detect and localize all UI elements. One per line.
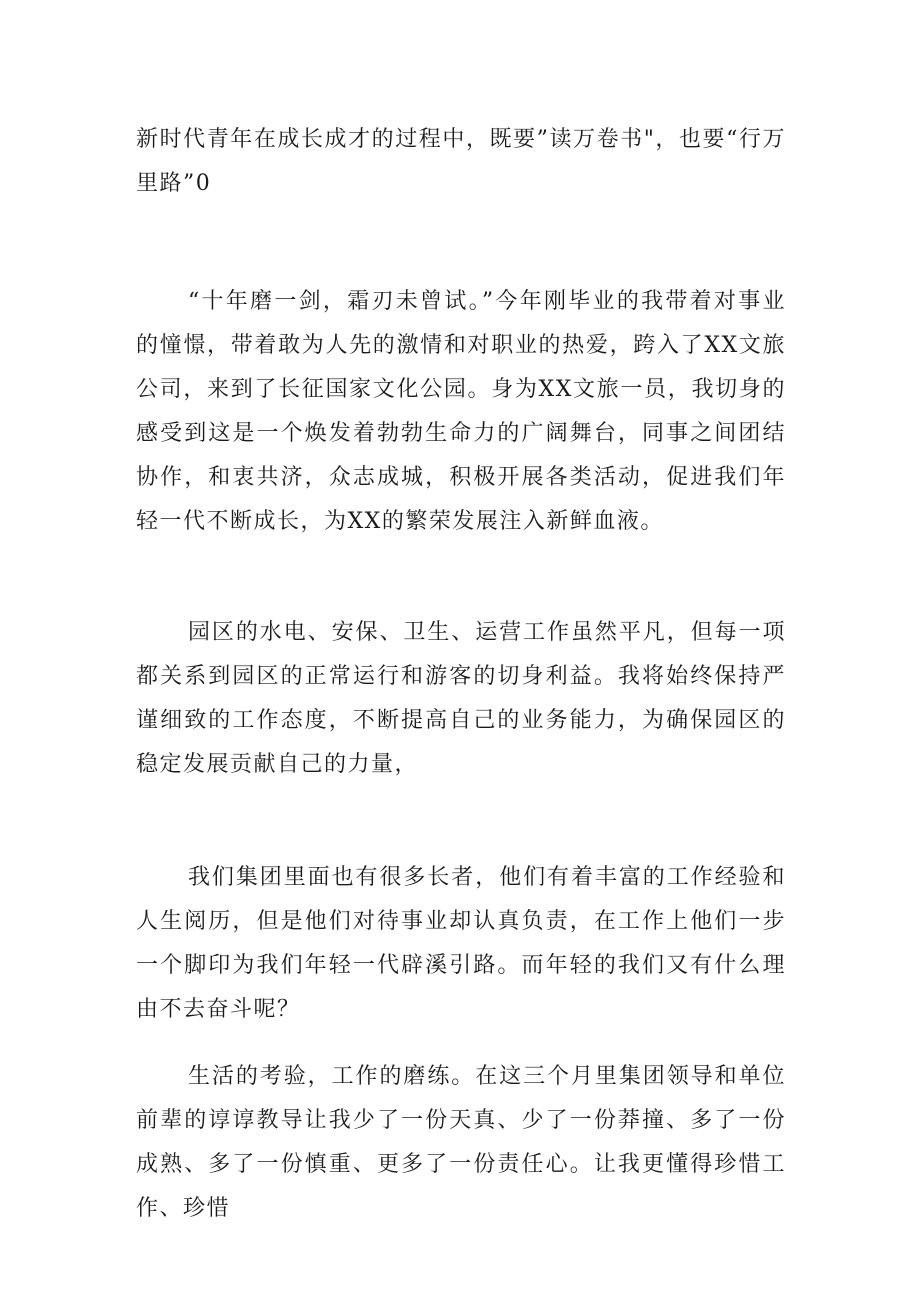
paragraph-intro: 新时代青年在成长成才的过程中，既要”读万卷书"，也要“行万里路”0 [136,127,786,196]
paragraph-elders: 我们集团里面也有很多长者，他们有着丰富的工作经验和人生阅历，但是他们对待事业却认真负责，在工作上他们一步一个脚印为我们年轻一代辟溪引路。而年轻的我们又有什么理由不去奋斗呢？ [136,865,786,1022]
paragraph-growth: 生活的考验，工作的磨练。在这三个月里集团领导和单位前辈的谆谆教导让我少了一份天真、少了一份莽撞、多了一份成熟、多了一份慎重、更多了一份责任心。让我更懂得珍惜工作、珍惜 [136,1064,786,1221]
paragraph-park-work: 园区的水电、安保、卫生、运营工作虽然平凡，但每一项都关系到园区的正常运行和游客的切身利益。我将始终保持严谨细致的工作态度，不断提高自己的业务能力，为确保园区的稳定发展贡献自己的力量， [136,620,786,777]
paragraph-joining-company: “十年磨一剑，霜刃未曾试。”今年刚毕业的我带着对事业的憧憬，带着敢为人先的激情和对职业的热爱，跨入了XX文旅公司，来到了长征国家文化公园。身为XX文旅一员，我切身的感受到这是一个焕发着勃勃生命力的广阔舞台，同事之间团结协作，和衷共济，众志成城，积极开展各类活动，促进我们年轻一代不断成长，为XX的繁荣发展注入新鲜血液。 [136,289,786,534]
